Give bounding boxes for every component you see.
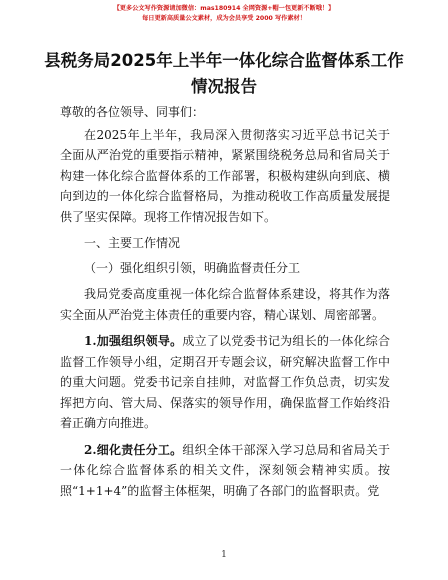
item-1-body: 成立了以党委书记为组长的一体化综合监督工作领导小组，定期召开专题会议，研究解决监督工作中的重大问题。党委书记亲自挂帅，对监督工作负总责，切实发挥把方向、管大局、保落实的领导作用，确保监督工作始终沿着正确方向推进。 — [60, 334, 390, 430]
document-body — [60, 102, 390, 507]
subsection-1-paragraph: 我局党委高度重视一体化综合监督体系建设，将其作为落实全面从严治党主体责任的重要内容，精心谋划、周密部署。 — [60, 287, 390, 322]
intro-paragraph: 在2025年上半年，我局深入贯彻落实习近平总书记关于全面从严治党的重要指示精神，紧紧围绕税务总局和省局关于构建一体化综合监督体系的工作部署，积极构建纵向到底、横向到边的一体化综合监督格局，为推动税收工作高质量发展提供了坚实保障。现将工作情况报告如下。 — [60, 127, 390, 224]
item-1-lead: 1.加强组织领导。 — [84, 334, 183, 348]
item-1-paragraph — [60, 331, 390, 434]
subsection-heading-1: （一）强化组织引领，明确监督责任分工 — [84, 260, 301, 275]
section-heading-1: 一、主要工作情况 — [84, 236, 181, 250]
promo-banner — [0, 4, 448, 24]
promo-banner-line-2: 每日更新高质量公文素材，成为会员享受 2000 写作素材！ — [142, 15, 306, 22]
item-2-paragraph — [60, 440, 390, 502]
item-2-body: 组织全体干部深入学习总局和省局关于一体化综合监督体系的相关文件，深刻领会精神实质。按照“1+1+4”的监督主体框架，明确了各部门的监督职责。党 — [60, 442, 390, 498]
page-number: 1 — [221, 550, 227, 560]
document-title: 县税务局2025年上半年一体化综合监督体系工作情况报告 — [44, 51, 404, 96]
greeting: 尊敬的各位领导、同事们： — [60, 105, 205, 119]
promo-banner-line-1: 【更多公文写作资源请加微信：mas180914 全网资源+帽一包更新不断哦！】 — [113, 5, 335, 12]
item-2-lead: 2.细化责任分工。 — [84, 442, 183, 457]
